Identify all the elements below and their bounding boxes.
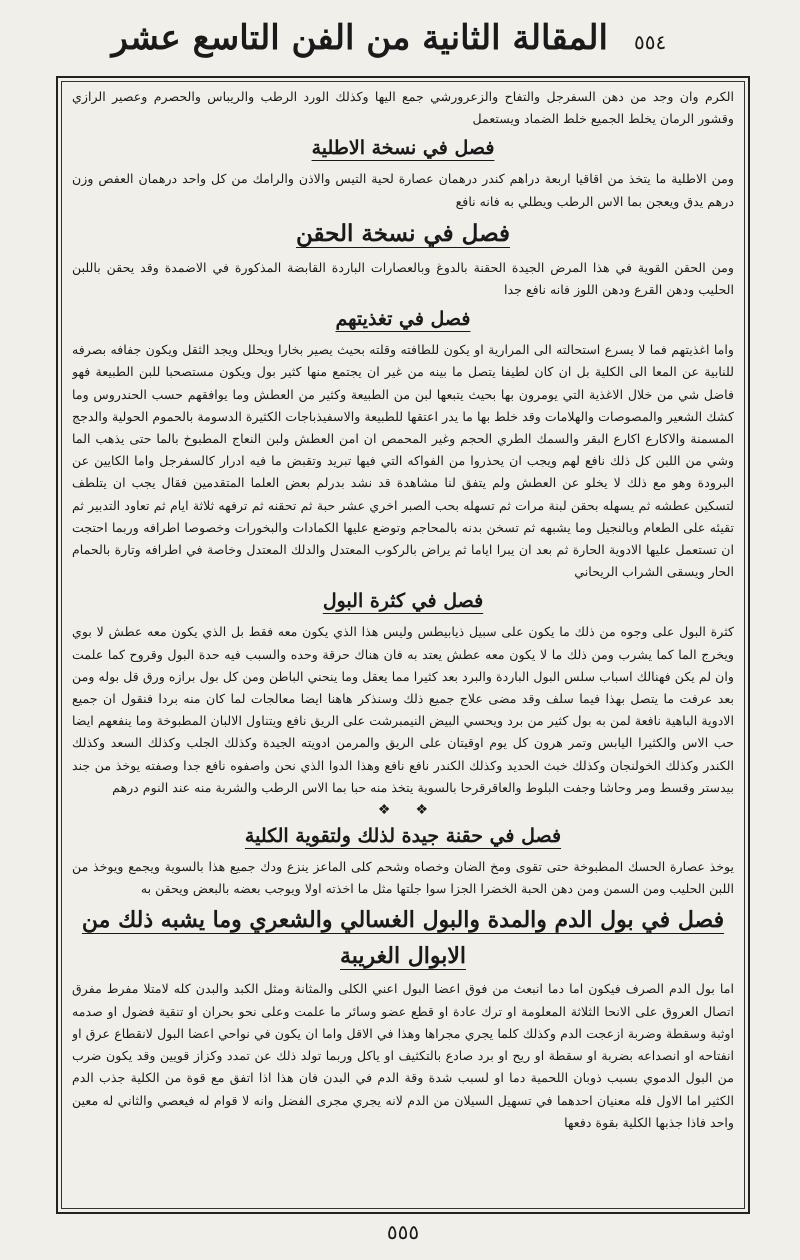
section-heading-bawl-aldam: فصل في بول الدم والمدة والبول الغسالي والشعري وما يشبه ذلك من الابوال الغريبة xyxy=(81,907,725,970)
section-heading-huqna-jayyida: فصل في حقنة جيدة لذلك ولتقوية الكلية xyxy=(244,825,562,848)
running-head xyxy=(28,14,778,70)
top-page-number: ٥٥٤ xyxy=(634,30,667,54)
section-text-huqna-jayyida: يوخذ عصارة الحسك المطبوخة حتى تقوى ومخ الضان وخصاه وشحم كلى الماعز ينزع ودك جميع هذا بالسوية ويجمع ويوخذ من اللبن الحليب ومن السمن ومن دهن الحبة الخضرا الجزا سوا جلتها مثل ما اخذته اولا ويوجب بعضه بالبعض ويحقن به xyxy=(72,859,734,897)
running-title: المقالة الثانية من الفن التاسع عشر xyxy=(111,18,608,58)
page-content xyxy=(72,86,734,1204)
book-page xyxy=(28,10,778,1250)
intro-paragraph: الكرم وان وجد من دهن السفرجل والتفاح والزعرورشي جمع اليها وكذلك الورد الرطب والريباس والحصرم وعصير الرازي وقشور الرمان يخلط الجميع خلط الضماد ويستعمل xyxy=(72,89,734,127)
section-heading-kathrat-albawl: فصل في كثرة البول xyxy=(322,590,484,613)
section-heading-atliya: فصل في نسخة الاطلية xyxy=(311,137,495,160)
section-text-atliya: ومن الاطلية ما يتخذ من اقاقيا اربعة دراهم كندر درهمان عصارة لحية التيس والاذن والرامك من كل واحد درهمان العفص وزن درهم يدق ويعجن بما الاس الرطب ويطلي به فانه نافع xyxy=(72,171,734,209)
section-heading-taghdhiya: فصل في تغذيتهم xyxy=(335,308,471,331)
section-text-kathrat-albawl: كثرة البول على وجوه من ذلك ما يكون على سبيل ذيابيطس وليس هذا الذي يكون معه فقط بل الذي يكون معه عطش لا بوي ويخرج الما كما يشرب ومن ذلك ما لا يكون معه عطش يعتد به فان هناك حرقة وحده والسبب فيه حدة البول وقروح كما علمت وان لم يكن فهنالك اسباب سلس البول الباردة والبرد بعد كثيرا مما يعقل وما ينحني الباطن ومن كل بول برازه ورق قل بوله ومن بعد عرفت ما يتصل بهذا فيما سلف وقد مضى علاج جميع ذلك وسنذكر هاهنا ايضا معالجات لما كان منه بردا فنقول ان جميع الادوية الباهية نافعة لمن به بول كثير من برد ويحسي البيض النيمبرشت على الريق نافع ويتناول الالبان المطبوخة وما ينفعهم ايضا حب الاس والكثيرا اليابس وتمر هرون كل يوم اوقيتان على الريق والمرمن ادويته الجيدة وكذلك الجلب وكذلك السعد وكذلك الكندر وكذلك الخولنجان وكذلك خبث الحديد وكذلك الكندر نافع نافع وهذا الدوا الذي نحن واصفوه نافع جدا وصفته يوخذ من جند بيدستر وقسط ومر وحاشا وجفت البلوط والعاقرقرحا بالسوية يتخذ منه حبا بما الاس الرطب والشربة منه عند النوم درهم xyxy=(72,624,734,795)
section-heading-huqan: فصل في نسخة الحقن xyxy=(295,219,511,247)
section-text-huqan: ومن الحقن القوية في هذا المرض الجيدة الحقنة بالدوغ وبالعصارات الباردة القابضة المذكورة في الاضمدة وقد يحقن باللبن الحليب ودهن القرع ودهن اللوز فانه نافع جدا xyxy=(72,259,734,298)
bottom-page-number: ٥٥٥ xyxy=(386,1220,420,1244)
section-text-taghdhiya: واما اغذيتهم فما لا يسرع استحالته الى المرارية او يكون للطافته وقلته بحيث يصير بخارا ويحلل ويجد الثقل ويكون جفافه بصرفه للنابية عن المعا الى الكلية بل ان كان لطيفا يتصل ما بينه من غير ان يجتمع منها كثير بول ويكون مستصحبا للبن الطبيعة فهو فاضل شي من خلال الاغذية التي يومرون بها بحيث يتبعها لبن من الطبيعة وكثير من العطش وما يوافقهم حسب الحندروس وما كشك الشعير والمصوصات والهلامات وقد خلط بها ما يدر اعتقها للطبيعة والاسفيذباجات الكثيرة الدسومة بالحموم الحولية والدجج المسمنة والاكارع اكارع البقر والسمك الطري الحجم وغير المحمص ان امن العطش ولبن النعاج المطبوخ بالما حتى يذهب الما وشي من اللبن كل ذلك نافع لهم ويجب ان يحذروا من الفواكه التي فيها تبريد وتقبض ما فيه ادرار كالسفرجل واما الكايين عن البرودة وهو مع ذلك لا يخلو عن العطش ولم يتفق لنا مشاهدة قد نشد بدرلم بعض العلما المتقدمين فقال يجب ان يتلطف لتسكين عطشه ثم يسهله بحقن لبنة مرات ثم تسهله بحب الصبر اخري عشر حبة ثم تحقنه ثم ترفهه ثلاثة ايام ثم تعاود التدبير ثم تقيئه على الطعام وبالنجيل وما يشبهه ثم تسخن بدنه بالمحاجم وتوضع عليها الكمادات والبخورات وخصوصا اطرافه وربما احتجت ان تستعمل عليها الادوية الحارة ثم بعد ان يبرا اياما ثم يراض بالركوب المعتدل والدلك المعتدل وخاصة في اطرافه وتارة بالحمام الحار ويسقى الشراب الريحاني xyxy=(72,342,734,580)
section-text-bawl-aldam: اما بول الدم الصرف فيكون اما دما انبعث من فوق اعضا البول اعني الكلى والمثانة ومثل الكبد والبدن كله لامتلا مفرط مفرق اتصال العروق على الانحا الثلاثة المعلومة او ترك عادة او قطع عضو وسائر ما علمت وعلى نحو بحران او تنقية فضول او صدمه اوثبة وسقطة وضربة ازعجت الدم وكذلك كلما يجري مجراها وهذا في الاقل واما ان يكون في نواحي اعضا البول لانقطاع عرق او انفتاحه او انصداعه بضربة او سقطة او ريح او برد صادع بالتكثيف او ياكل وربما تولد ذلك عن تمدد وكزاز قويين وقد يكون ضرب من البول الدموي بسبب ذوبان اللحمية دما او لسبب شدة وقة الدم في البدن فان هذا اذا اتفق مع قوة من الكلية جذب الدم الكثير اما الاول فله معنيان احدهما في تسهيل السيلان من الدم لانه يجري مجرى الفضل وانه لا قوام له فيعصي والثاني له معين واحد فاذا جذبها الكلية بقوة دفعها xyxy=(72,981,734,1130)
text-frame xyxy=(56,76,750,1214)
ornament-icon: ❖ xyxy=(415,802,429,819)
ornament-icon: ❖ xyxy=(377,802,391,819)
ornament-row xyxy=(72,799,734,818)
